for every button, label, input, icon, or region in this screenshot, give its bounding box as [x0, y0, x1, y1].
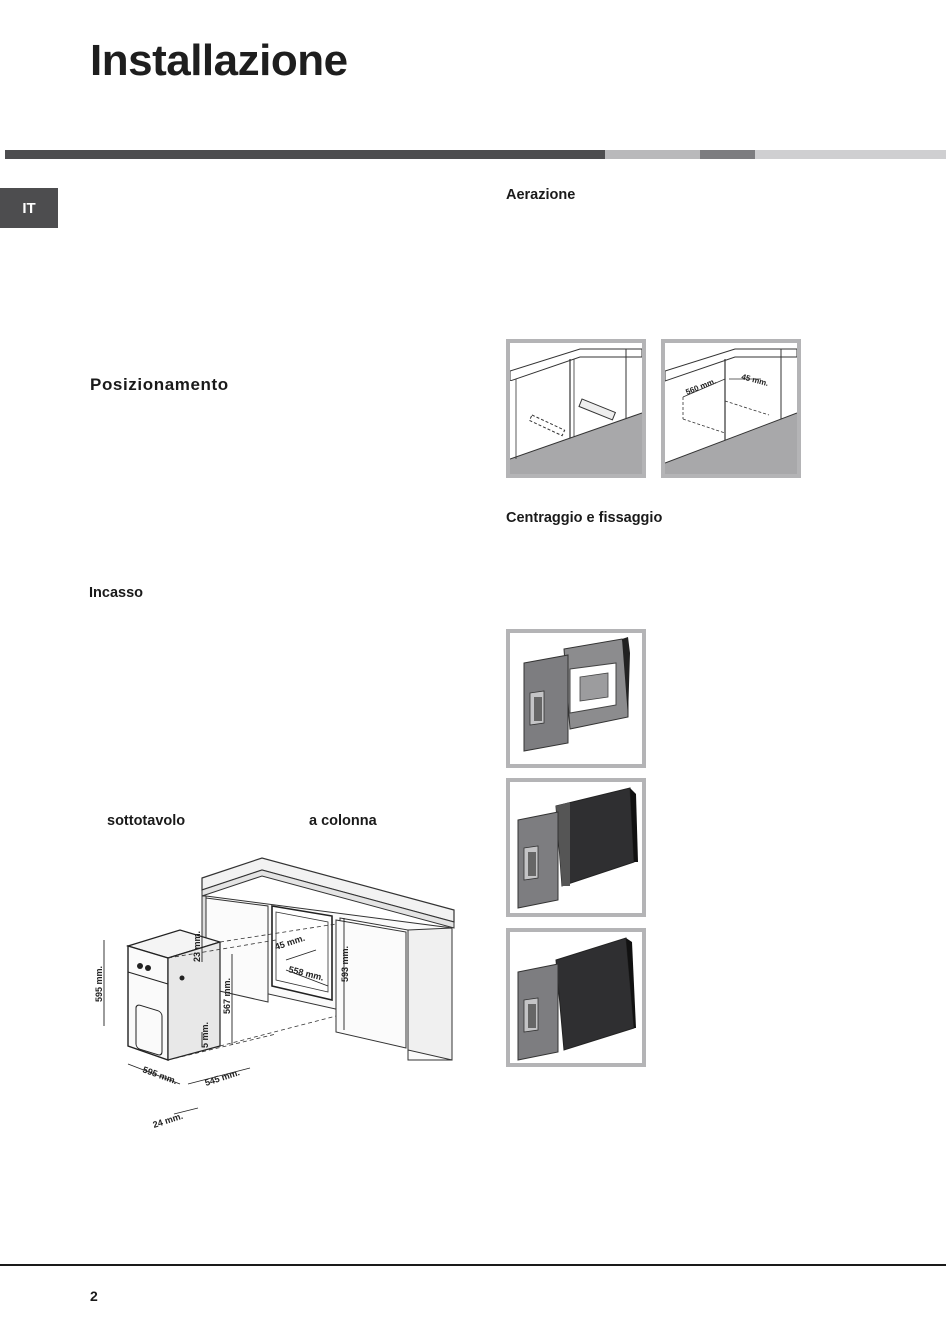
dim-595-height: 595 mm. — [94, 965, 104, 1002]
vent-560-label: 560 mm. — [684, 376, 718, 397]
heading-centraggio: Centraggio e fissaggio — [506, 510, 663, 526]
aerazione-figure-1 — [506, 339, 646, 478]
dim-593: 593 mm. — [340, 945, 350, 982]
installation-diagram — [90, 850, 460, 1140]
label-sottotavolo: sottotavolo — [107, 813, 186, 829]
centraggio-figure-3 — [506, 928, 646, 1067]
dim-23: 23 mm. — [192, 930, 202, 962]
dim-595-width: 595 mm. — [141, 1064, 179, 1087]
header-stripe-pale — [755, 150, 946, 159]
heading-incasso: Incasso — [89, 585, 143, 601]
page-number: 2 — [90, 1288, 98, 1304]
header-stripe-mid — [700, 150, 755, 159]
dim-5: 5 mm. — [200, 1021, 210, 1048]
heading-aerazione: Aerazione — [506, 187, 576, 203]
dim-545: 545 mm. — [203, 1067, 241, 1088]
header-stripe-light — [605, 150, 700, 159]
dim-24: 24 mm. — [151, 1110, 185, 1130]
centraggio-figure-2 — [506, 778, 646, 917]
vent-45-label: 45 mm. — [740, 372, 770, 389]
dim-567: 567 mm. — [222, 977, 232, 1014]
aerazione-figure-2 — [661, 339, 801, 478]
page-title: Installazione — [90, 36, 348, 85]
footer-divider — [0, 1264, 946, 1266]
header-stripe-dark — [5, 150, 605, 159]
label-a-colonna: a colonna — [309, 813, 377, 829]
language-tab: IT — [0, 188, 58, 228]
centraggio-figure-1 — [506, 629, 646, 768]
heading-posizionamento: Posizionamento — [90, 375, 229, 394]
dim-45: 45 mm. — [273, 932, 307, 952]
dim-558: 558 mm. — [287, 964, 325, 983]
